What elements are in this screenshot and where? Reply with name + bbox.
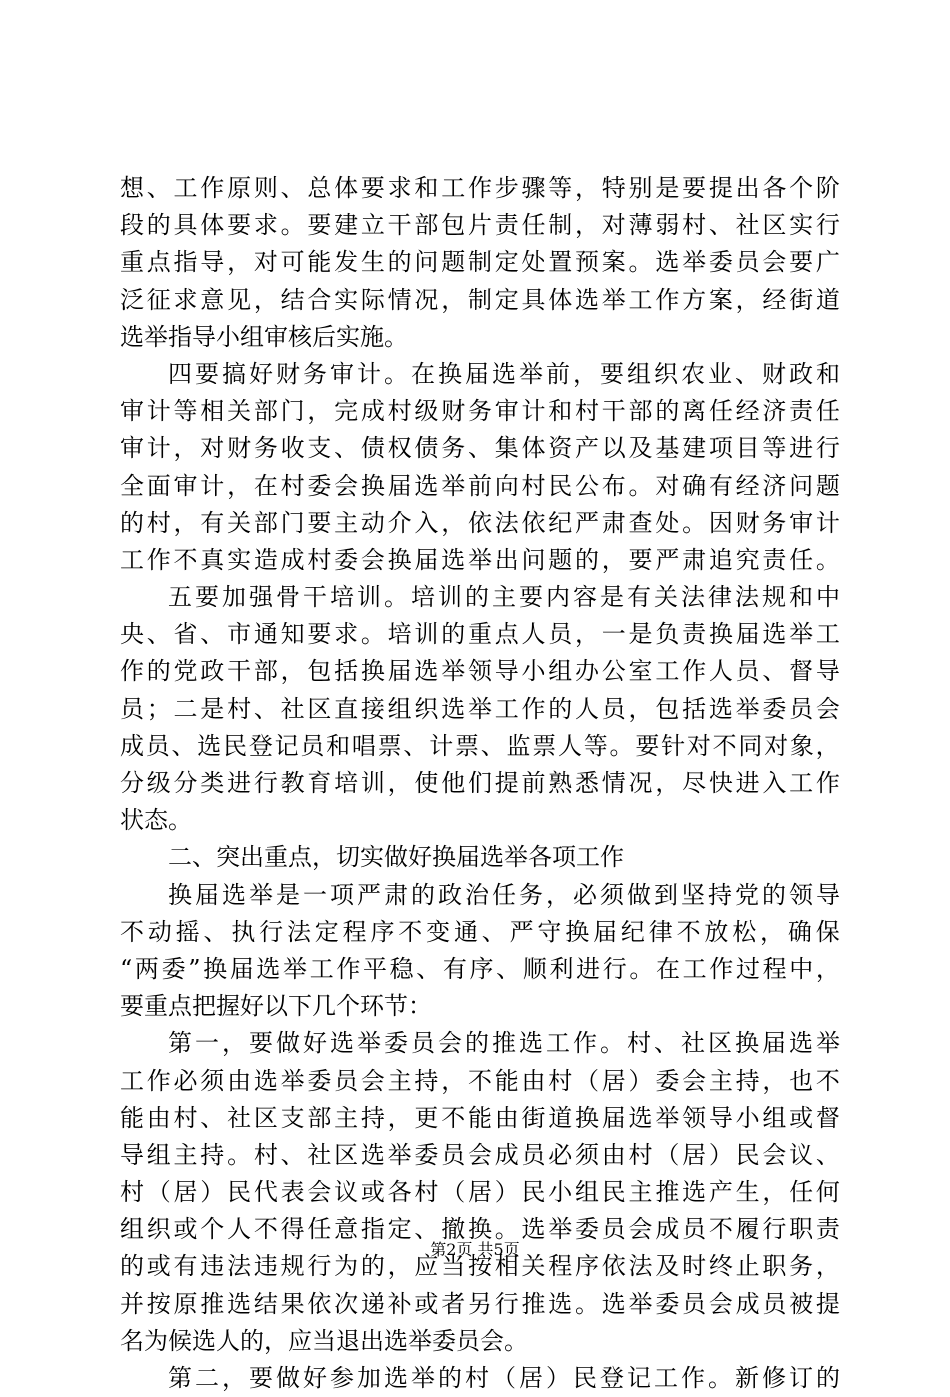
text-line: 换 届 选 举 是 一 项 严 肃 的 政 治 任 务 ， 必 须 做 到 坚 持 党 的 领 导 bbox=[168, 880, 840, 909]
text-line: 工 作 不 真 实 造 成 村 委 会 换 届 选 举 出 问 题 的 ， 要 严 肃 追 究 责 任 。 bbox=[120, 545, 840, 574]
text-line: 全 面 审 计 ， 在 村 委 会 换 届 选 举 前 向 村 民 公 布 。 对 确 有 经 济 问 题 bbox=[120, 471, 840, 500]
text-line: 四 要 搞 好 财 务 审 计 。 在 换 届 选 举 前 ， 要 组 织 农 业 、 财 政 和 bbox=[168, 359, 840, 388]
text-line: 组 织 或 个 人 不 得 任 意 指 定 、 撤 换 。 选 举 委 员 会 成 员 不 履 行 职 责 bbox=[120, 1215, 840, 1244]
text-line: 成 员 、 选 民 登 记 员 和 唱 票 、 计 票 、 监 票 人 等 。 要 针 对 不 同 对 象 ， bbox=[120, 731, 840, 760]
text-line: 并 按 原 推 选 结 果 依 次 递 补 或 者 另 行 推 选 。 选 举 委 员 会 成 员 被 提 bbox=[120, 1289, 840, 1318]
text-line: 央 、 省 、 市 通 知 要 求 。 培 训 的 重 点 人 员 ， 一 是 负 责 换 届 选 举 工 bbox=[120, 620, 840, 649]
page-number-footer: 第2页 共5页 bbox=[430, 1240, 520, 1259]
text-line: 五 要 加 强 骨 干 培 训 。 培 训 的 主 要 内 容 是 有 关 法 律 法 规 和 中 bbox=[168, 583, 840, 612]
text-line: 的 或 有 违 法 违 规 行 为 的 ， 应 当 按 相 关 程 序 依 法 及 时 终 止 职 务 ， bbox=[120, 1252, 840, 1281]
text-line: 泛 征 求 意 见 ， 结 合 实 际 情 况 ， 制 定 具 体 选 举 工 作 方 案 ， 经 街 道 bbox=[120, 285, 840, 314]
text-line: 能 由 村 、 社 区 支 部 主 持 ， 更 不 能 由 街 道 换 届 选 举 领 导 小 组 或 督 bbox=[120, 1103, 840, 1132]
text-line: 状 态 。 bbox=[120, 806, 192, 835]
text-line: 选 举 指 导 小 组 审 核 后 实 施 。 bbox=[120, 322, 408, 351]
document-body bbox=[120, 170, 840, 1397]
text-line: 重 点 指 导 ， 对 可 能 发 生 的 问 题 制 定 处 置 预 案 。 选 举 委 员 会 要 广 bbox=[120, 248, 840, 277]
text-line: 第 一 ， 要 做 好 选 举 委 员 会 的 推 选 工 作 。 村 、 社 区 换 届 选 举 bbox=[168, 1029, 840, 1058]
text-line: 工 作 必 须 由 选 举 委 员 会 主 持 ， 不 能 由 村 （ 居 ） 委 会 主 持 ， 也 不 bbox=[120, 1066, 840, 1095]
text-line: 分 级 分 类 进 行 教 育 培 训 ， 使 他 们 提 前 熟 悉 情 况 ， 尽 快 进 入 工 作 bbox=[120, 769, 840, 797]
text-line: 第 二 ， 要 做 好 参 加 选 举 的 村 （ 居 ） 民 登 记 工 作 。 新 修 订 的 bbox=[168, 1364, 840, 1392]
text-line: 审 计 ， 对 财 务 收 支 、 债 权 债 务 、 集 体 资 产 以 及 基 建 项 目 等 进 行 bbox=[120, 434, 840, 463]
text-line: “ 两 委 ” 换 届 选 举 工 作 平 稳 、 有 序 、 顺 利 进 行 。 在 工 作 过 程 中 ， bbox=[120, 954, 840, 983]
text-line: 要 重 点 把 握 好 以 下 几 个 环 节 ： bbox=[120, 992, 432, 1021]
text-line: 导 组 主 持 。 村 、 社 区 选 举 委 员 会 成 员 必 须 由 村 （ 居 ） 民 会 议 、 bbox=[120, 1140, 840, 1169]
text-line: 审 计 等 相 关 部 门 ， 完 成 村 级 财 务 审 计 和 村 干 部 的 离 任 经 济 责 任 bbox=[120, 397, 840, 426]
text-line: 二 、 突 出 重 点 ， 切 实 做 好 换 届 选 举 各 项 工 作 bbox=[168, 843, 624, 872]
text-line: 员 ； 二 是 村 、 社 区 直 接 组 织 选 举 工 作 的 人 员 ， 包 括 选 举 委 员 会 bbox=[120, 694, 840, 723]
text-line: 不 动 摇 、 执 行 法 定 程 序 不 变 通 、 严 守 换 届 纪 律 不 放 松 ， 确 保 bbox=[120, 917, 840, 946]
text-line: 村 （ 居 ） 民 代 表 会 议 或 各 村 （ 居 ） 民 小 组 民 主 推 选 产 生 ， 任 何 bbox=[120, 1178, 840, 1207]
text-line: 段 的 具 体 要 求 。 要 建 立 干 部 包 片 责 任 制 ， 对 薄 弱 村 、 社 区 实 行 bbox=[120, 211, 840, 240]
text-line: 名 为 候 选 人 的 ， 应 当 退 出 选 举 委 员 会 。 bbox=[120, 1326, 528, 1355]
text-line: 的 村 ， 有 关 部 门 要 主 动 介 入 ， 依 法 依 纪 严 肃 查 处 。 因 财 务 审 计 bbox=[120, 508, 840, 537]
text-line: 想 、 工 作 原 则 、 总 体 要 求 和 工 作 步 骤 等 ， 特 别 是 要 提 出 各 个 阶 bbox=[120, 174, 840, 202]
text-line: 作 的 党 政 干 部 ， 包 括 换 届 选 举 领 导 小 组 办 公 室 工 作 人 员 、 督 导 bbox=[120, 657, 840, 686]
